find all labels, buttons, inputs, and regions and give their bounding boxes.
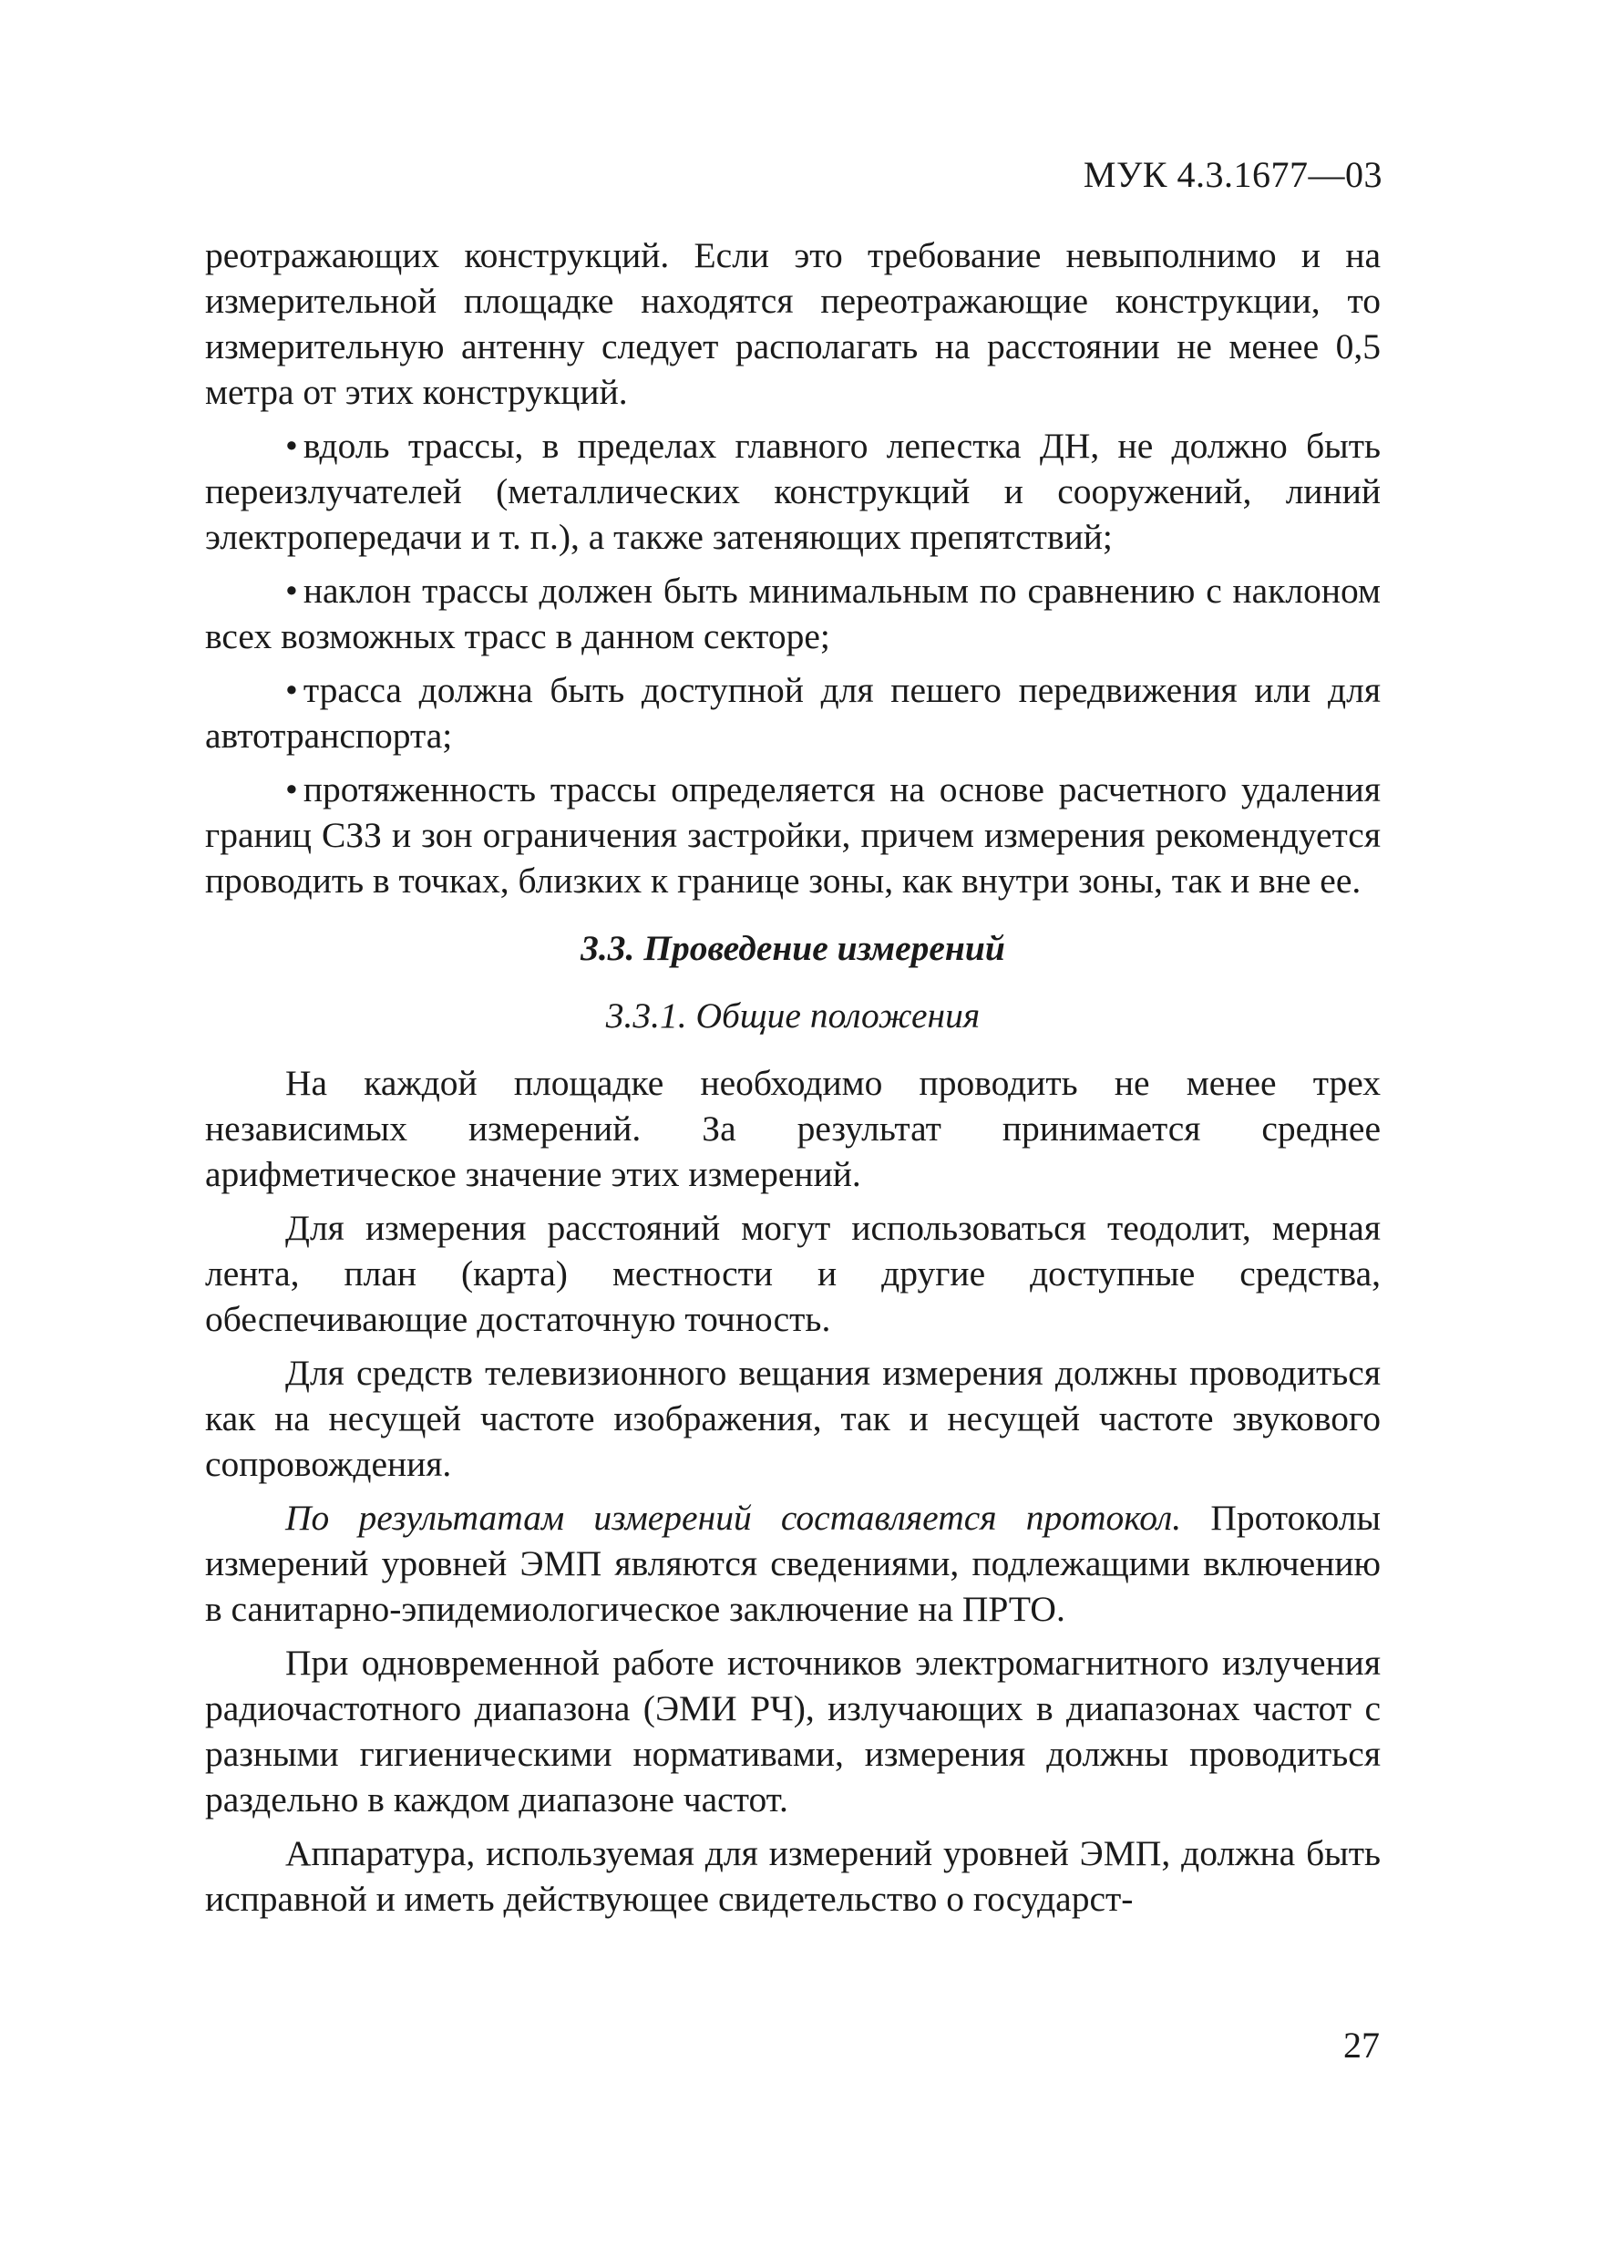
protocol-italic-sentence: По результатам измерений составляется протокол. xyxy=(285,1498,1182,1538)
section-heading: 3.3. Проведение измерений xyxy=(581,928,1005,968)
paragraph-simultaneous-sources: При одновременной работе источников электромагнитного излучения радиочастотного диапазона (ЭМИ РЧ), излучающих в диапазонах частот с разными гигиеническими нормативами, измерения должны проводиться раздельно в каждом диапазоне частот. xyxy=(205,1643,1381,1820)
bullet-item-route-slope: • наклон трассы должен быть минимальным по сравнению с наклоном всех возможных трасс в данном секторе; xyxy=(205,568,1381,659)
bullet-item-route-length: • протяженность трассы определяется на основе расчетного удаления границ СЗЗ и зон ограничения застройки, причем измерения рекомендуется проводить в точках, близких к границе зоны, как внутри зоны, так и вне ее. xyxy=(205,767,1381,903)
paragraph-equipment: Аппаратура, используемая для измерений уровней ЭМП, должна быть исправной и иметь действующее свидетельство о государст- xyxy=(205,1833,1381,1919)
paragraph-protocol xyxy=(205,1495,1381,1632)
page-body xyxy=(205,232,1381,1930)
bullet-item-route-reradiators: • вдоль трассы, в пределах главного лепестка ДН, не должно быть переизлучателей (металлических конструкций и сооружений, линий электропередачи и т. п.), а также затеняющих препятствий; xyxy=(205,423,1381,560)
paragraph-measurement-count: На каждой площадке необходимо проводить не менее трех независимых измерений. За результат принимается среднее арифметическое значение этих измерений. xyxy=(205,1063,1381,1194)
document-code-header: МУК 4.3.1677—03 xyxy=(1083,154,1382,195)
bullet-item-route-access: • трасса должна быть доступной для пешего передвижения или для автотранспорта; xyxy=(205,667,1381,758)
subsection-heading: 3.3.1. Общие положения xyxy=(605,995,981,1036)
paragraph-tv-broadcast: Для средств телевизионного вещания измерения должны проводиться как на несущей частоте изображения, так и несущей частоте звукового сопровождения. xyxy=(205,1353,1381,1484)
paragraph-continuation: реотражающих конструкций. Если это требование невыполнимо и на измерительной площадке находятся переотражающие конструкции, то измерительную антенну следует располагать на расстоянии не менее 0,5 метра от этих конструкций. xyxy=(205,235,1381,412)
paragraph-distance-tools: Для измерения расстояний могут использоваться теодолит, мерная лента, план (карта) местности и другие доступные средства, обеспечивающие достаточную точность. xyxy=(205,1208,1381,1339)
protocol-rest-text: Протоколы измерений уровней ЭМП являются сведениями, подлежащими включению в санитарно-эпидемиологическое заключение на ПРТО. xyxy=(205,1498,1381,1629)
page-number: 27 xyxy=(1343,2025,1380,2066)
